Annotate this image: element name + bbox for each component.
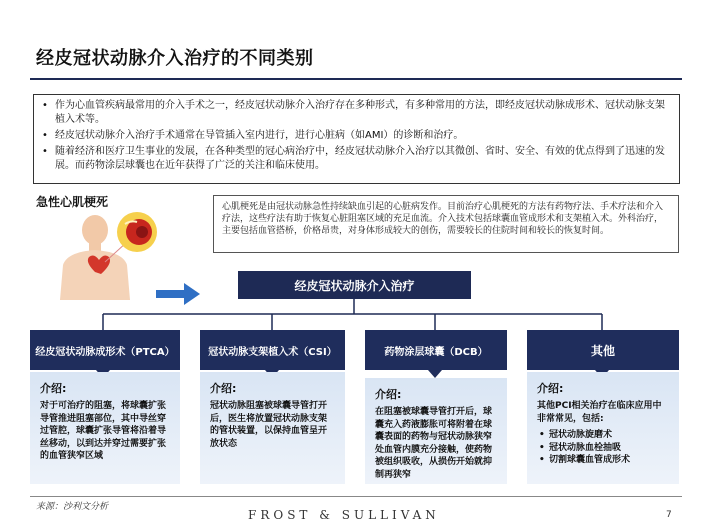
card-intro-label: 介绍: xyxy=(375,388,402,401)
list-item: • 冠状动脉旋磨术 xyxy=(537,429,669,442)
heart-illustration xyxy=(55,210,165,300)
bullet-item: • 作为心血管疾病最常用的介入手术之一，经皮冠状动脉介入治疗存在多种形式，有多种常用的方法，即经皮冠状动脉成形术、冠状动脉支架植入术等。 xyxy=(42,99,669,127)
bullet-item: • 随着经济和医疗卫生事业的发展，在各种类型的冠心病治疗中，经皮冠状动脉介入治疗以其微创、省时、安全、有效的优点得到了迅速的发展。而药物涂层球囊也在近年获得了广泛的关注和临床使用。 xyxy=(42,145,669,173)
card-ptca xyxy=(30,372,180,484)
title-divider xyxy=(30,78,682,80)
list-item: • 冠状动脉血栓抽吸 xyxy=(537,442,669,455)
page-title: 经皮冠状动脉介入治疗的不同类别 xyxy=(36,48,314,69)
footer-divider xyxy=(30,496,682,497)
myocardial-infarction-info: 心肌梗死是由冠状动脉急性持续缺血引起的心脏病发作。目前治疗心肌梗死的方法有药物疗法、手术疗法和介入疗法，这些疗法有助于恢复心脏阻塞区域的充足血流。介入技术包括球囊血管成形术和支架植入术。外科治疗，主要包括血管搭桥，价格昂贵，对身体形成较大的创伤，需要较长的住院时间和较长的恢复时间。 xyxy=(213,195,679,253)
source-note: 来源：沙利文分析 xyxy=(36,502,109,512)
card-other xyxy=(527,372,679,484)
list-item: • 切割球囊血管成形术 xyxy=(537,454,669,467)
card-text: 在阻塞被球囊导管打开后，球囊充入药液膨胀可将附着在球囊表面的药物与冠状动脉狭窄处血管内膜充分接触，使药物被组织吸收，从损伤开始就抑制再狭窄 xyxy=(375,407,493,480)
category-other: 其他 xyxy=(527,330,679,370)
card-intro-label: 介绍: xyxy=(40,382,67,395)
category-dcb: 药物涂层球囊（DCB） xyxy=(365,330,507,370)
page-number: 7 xyxy=(666,510,672,520)
arrow-right-icon xyxy=(156,283,200,305)
brand-logo: FROST & SULLIVAN xyxy=(248,508,440,522)
category-ptca: 经皮冠状动脉成形术（PTCA） xyxy=(30,330,180,370)
card-csi xyxy=(200,372,345,484)
pci-main-header: 经皮冠状动脉介入治疗 xyxy=(238,271,471,299)
card-text: 其他PCI相关治疗在临床应用中非常常见，包括: xyxy=(537,401,662,424)
card-text: 对于可治疗的阻塞，将球囊扩张导管推进阻塞部位，其中导丝穿过管腔，球囊扩张导管将沿着导丝移动，以到达并穿过需要扩张的血管狭窄区域 xyxy=(40,401,167,461)
card-dcb xyxy=(365,378,507,484)
card-text: 冠状动脉阻塞被球囊导管打开后，医生将放置冠状动脉支架的管状装置，以保持血管呈开放状态 xyxy=(210,401,328,449)
summary-box xyxy=(33,94,680,184)
head-shape xyxy=(82,215,108,245)
card-intro-label: 介绍: xyxy=(210,382,237,395)
category-csi: 冠状动脉支架植入术（CSI） xyxy=(200,330,345,370)
bullet-item: • 经皮冠状动脉介入治疗手术通常在导管插入室内进行，进行心脏病（如AMI）的诊断和治疗。 xyxy=(42,129,669,143)
card-intro-label: 介绍: xyxy=(537,382,564,395)
heart-attack-label: 急性心肌梗死 xyxy=(36,195,109,209)
